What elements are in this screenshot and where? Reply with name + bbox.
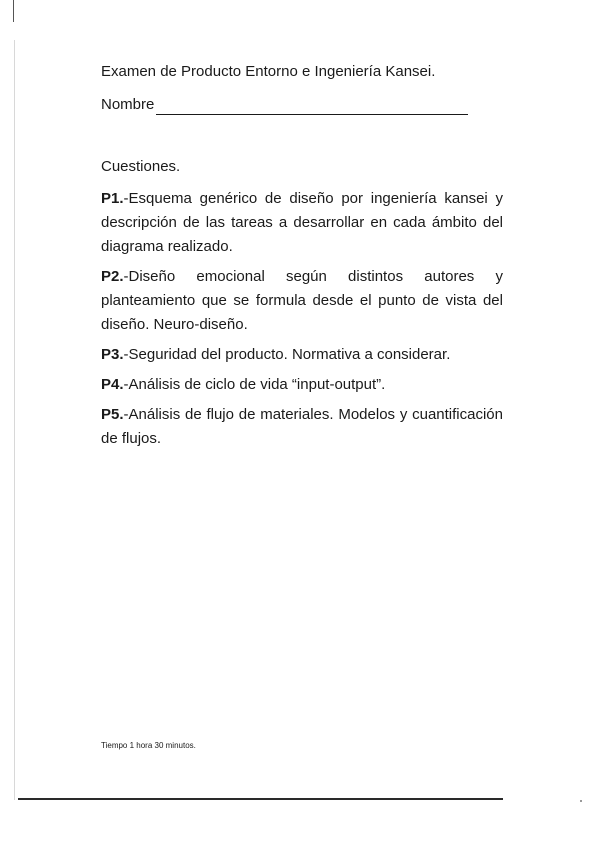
question-5 [101, 403, 503, 451]
scan-speck [580, 800, 582, 802]
question-text: -Análisis de flujo de materiales. Modelos y cuantificación de flujos. [101, 406, 503, 447]
question-text: -Esquema genérico de diseño por ingeniería kansei y descripción de las tareas a desarrollar en cada ámbito del diagrama realizado. [101, 190, 503, 255]
question-number: P1. [101, 190, 124, 207]
time-note: Tiempo 1 hora 30 minutos. [101, 741, 196, 750]
question-2 [101, 265, 503, 337]
question-text: -Análisis de ciclo de vida “input-output”. [123, 376, 386, 393]
name-blank-line [156, 97, 468, 115]
question-text: -Seguridad del producto. Normativa a considerar. [123, 346, 451, 363]
name-label: Nombre [101, 96, 155, 113]
scan-edge-left [14, 40, 15, 800]
question-3 [101, 343, 503, 367]
question-4 [101, 373, 503, 397]
question-number: P2. [101, 268, 124, 285]
question-number: P4. [101, 376, 124, 393]
name-field-row [101, 95, 503, 115]
exam-sheet [101, 62, 503, 451]
question-text: -Diseño emocional según distintos autores y planteamiento que se formula desde el punto de vista del diseño. Neuro-diseño. [101, 268, 503, 333]
question-1 [101, 187, 503, 259]
question-number: P5. [101, 406, 124, 423]
section-title: Cuestiones. [101, 158, 181, 175]
question-number: P3. [101, 346, 124, 363]
scan-mark-top [13, 0, 14, 22]
exam-title: Examen de Producto Entorno e Ingeniería Kansei. [101, 63, 436, 80]
scan-edge-bottom [18, 798, 503, 800]
